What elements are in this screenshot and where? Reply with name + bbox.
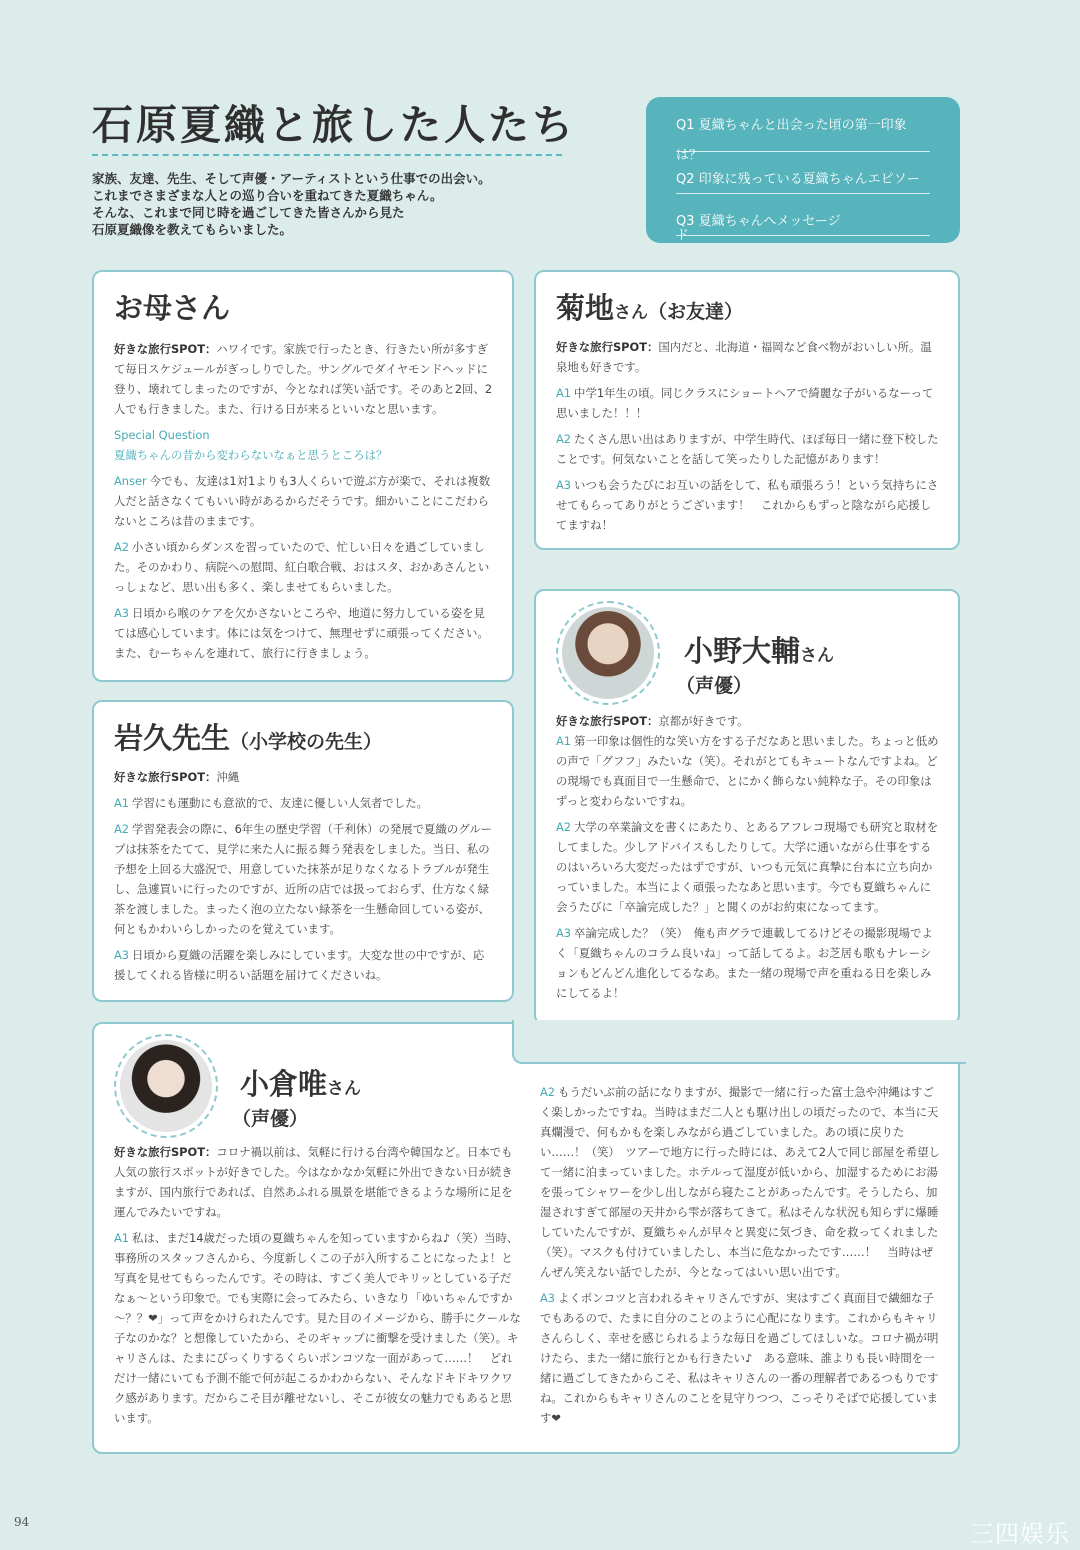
ogura-portrait: [114, 1034, 218, 1138]
name-iwahisa: 岩久先生（小学校の先生）: [114, 721, 383, 755]
page-title: 石原夏織と旅した人たち: [92, 101, 576, 149]
page-number: 94: [14, 1515, 30, 1529]
card-mother: お母さん 好きな旅行SPOT：ハワイです。家族で行ったとき、行きたい所が多すぎて毎日スケジュールがぎっしりでした。サングルでダイヤモンドヘッドに登り、壊れてしまったのですが、今となれば笑い話です。そのあと2回、2人でも行きました。また、行ける日が来るといいなと思います。 Special Question 夏織ちゃんの昔から変わらないなぁと思うところは？ Anser 今でも、友達は1対1よりも3人くらいで遊ぶ方が楽で、それは複数人だと話さなくてもいい時があるからだそうです。細かいことにこだわらないところは昔のままです。 A2 小さい頃からダンスを習っていたので、忙しい日々を過ごしていました。そのかわり、病院への慰問、紅白歌合戦、おはスタ、おかあさんといっしょなど、思い出も多く、楽しませてもらいました。 A3 日頃から喉のケアを欠かさないところや、地道に努力している姿を見ては感心しています。体には気をつけて、無理せずに頑張ってください。また、むーちゃんを連れて、旅行に行きましょう。: [92, 270, 514, 682]
name-ogura: 小倉唯さん: [240, 1067, 362, 1101]
card-ono: 小野大輔さん （声優） 好きな旅行SPOT：京都が好きです。 A1 第一印象は個性的な笑い方をする子だなあと思いました。ちょっと低めの声で「グフフ」みたいな（笑）。それがとてもキュートなんですよね。どの現場でも真面目で一生懸命で、とにかく飾らない純粋な子。その印象はずっと変わらないですね。 A2 大学の卒業論文を書くにあたり、とあるアフレコ現場でも研究と取材をしてました。少しアドバイスもしたりして。大学に通いながら仕事をするのはいろいろ大変だったはずですが、いつも元気に真摯に台本に立ち向かっていました。本当によく頑張ったなあと思います。今でも夏織ちゃんに会うたびに「卒論完成した？」と聞くのがお約束になってます。 A3 卒論完成した？（笑） 俺も声グラで連載してるけどその撮影現場でよく「夏織ちゃんのコラム良いね」って話してるよ。お芝居も歌もナレーションもどんどん進化してるなあ。また一緒の現場で声を重ねる日を楽しみにしてるよ！: [534, 589, 960, 1025]
name-ono: 小野大輔さん: [684, 634, 835, 668]
name-mother: お母さん: [114, 291, 231, 325]
card-ogura: 小倉唯さん （声優） 好きな旅行SPOT：コロナ禍以前は、気軽に行ける台湾や韓国など。日本でも人気の旅行スポットが好きでした。今はなかなか気軽に外出できない日が続きますが、国内旅行であれば、自然あふれる風景を堪能できるような場所に足を運んでみたいですね。 A1 私は、まだ14歳だった頃の夏織ちゃんを知っていますからね♪（笑）当時、事務所のスタッフさんから、今度新しくこの子が入所することになったよ！と写真を見せてもらったんです。その時は、すごく美人でキリッとしている子だなぁ～という印象で。でも実際に会ってみたら、いきなり「ゆいちゃんですか～？？❤」って声をかけられたんです。見た目のイメージから、勝手にクールな子なのかな？と想像していたから、そのギャップに衝撃を受けました（笑）。キャリさんは、たまにびっくりするくらいポンコツな一面があって……！ どれだけ一緒にいても予測不能で何が起こるかわからない、そんなドキドキワクワク感があります。だからこそ目が離せないし、そこが彼女の魅力でもあると思います。 A2 もうだいぶ前の話になりますが、撮影で一緒に行った富士急や沖縄はすごく楽しかったですね。当時はまだ二人とも駆け出しの頃だったので、本当に天真爛漫で、何もかもを楽しみながら過ごしていました。あの頃に戻りたい……！（笑） ツアーで地方に行った時には、あえて2人で同じ部屋を希望して一緒に泊まっていました。ホテルって湿度が低いから、加湿するためにお湯を張ってシャワーを少し出しながら寝たことがあったんです。そうしたら、加湿されすぎて部屋の天井から雫が落ちてきて。私はそんな状況も知らずに爆睡していたんですが、夏織ちゃんが早々と異変に気づき、命を救ってくれました（笑）。マスクも付けていましたし、本当に危なかったです……！ 当時はぜんぜん笑えない話でしたが、今となってはいい思い出です。 A3 よくポンコツと言われるキャリさんですが、実はすごく真面目で繊細な子でもあるので、たまに自分のことのように心配になります。これからもキャリさんらしく、幸せを感じられるような毎日を過ごしてほしいな。コロナ禍が明けたら、また一緒に旅行とかも行きたい♪ ある意味、誰よりも長い時間を一緒に過ごしてきたからこそ、私はキャリさんの一番の理解者であるつもりですね。これからもキャリさんのことを見守りつつ、こっそりそばで応援しています❤: [92, 1022, 960, 1454]
question-legend: [646, 97, 960, 243]
watermark: 三四娱乐: [970, 1520, 1070, 1548]
question-3: Q3 夏織ちゃんへメッセージ: [676, 194, 930, 236]
portrait-photo: [562, 607, 654, 699]
portrait-photo: [120, 1040, 212, 1132]
ono-portrait: [556, 601, 660, 705]
card-kikuchi: 菊地さん（お友達） 好きな旅行SPOT：国内だと、北海道・福岡など食べ物がおいしい所。温泉地も好きです。 A1 中学1年生の頃。同じクラスにショートヘアで綺麗な子がいるなーって思いました！！！ A2 たくさん思い出はありますが、中学生時代、ほぼ毎日一緒に登下校したことです。何気ないことを話して笑ったりした記憶があります！ A3 いつも会うたびにお互いの話をして、私も頑張ろう！という気持ちにさせてもらってありがとうございます！ これからもずっと陰ながら応援してますね！: [534, 270, 960, 550]
question-2: Q2 印象に残っている夏織ちゃんエピソード: [676, 152, 930, 194]
special-question-label: Special Question: [114, 428, 210, 442]
intro-text: 家族、友達、先生、そして声優・アーティストという仕事での出会い。 これまでさまざまな人との巡り合いを重ねてきた夏織ちゃん。 そんな、これまで同じ時を過ごしてきた皆さんから見た 石原夏織像を教えてもらいました。: [92, 171, 491, 237]
card-notch: [512, 1020, 966, 1064]
role-ono: （声優）: [676, 675, 753, 697]
card-iwahisa: 岩久先生（小学校の先生） 好きな旅行SPOT：沖縄 A1 学習にも運動にも意欲的で、友達に優しい人気者でした。 A2 学習発表会の際に、6年生の歴史学習（千利休）の発展で夏織のグループは抹茶をたてて、見学に来た人に振る舞う発表をしました。当日、私の予想を上回る大盛況で、用意していた抹茶が足りなくなるトラブルが発生し、急遽買いに行ったのですが、近所の店では扱っておらず、仕方なく緑茶を渡しました。まったく泡の立たない緑茶を一生懸命回している姿が、何ともかわいらしかったのを覚えています。 A3 日頃から夏織の活躍を楽しみにしています。大変な世の中ですが、応援してくれる皆様に明るい話題を届けてくださいね。: [92, 700, 514, 1002]
question-1: Q1 夏織ちゃんと出会った頃の第一印象は？: [676, 111, 930, 152]
name-kikuchi: 菊地さん（お友達）: [556, 291, 744, 325]
role-ogura: （声優）: [232, 1108, 309, 1130]
title-divider: [92, 154, 562, 156]
